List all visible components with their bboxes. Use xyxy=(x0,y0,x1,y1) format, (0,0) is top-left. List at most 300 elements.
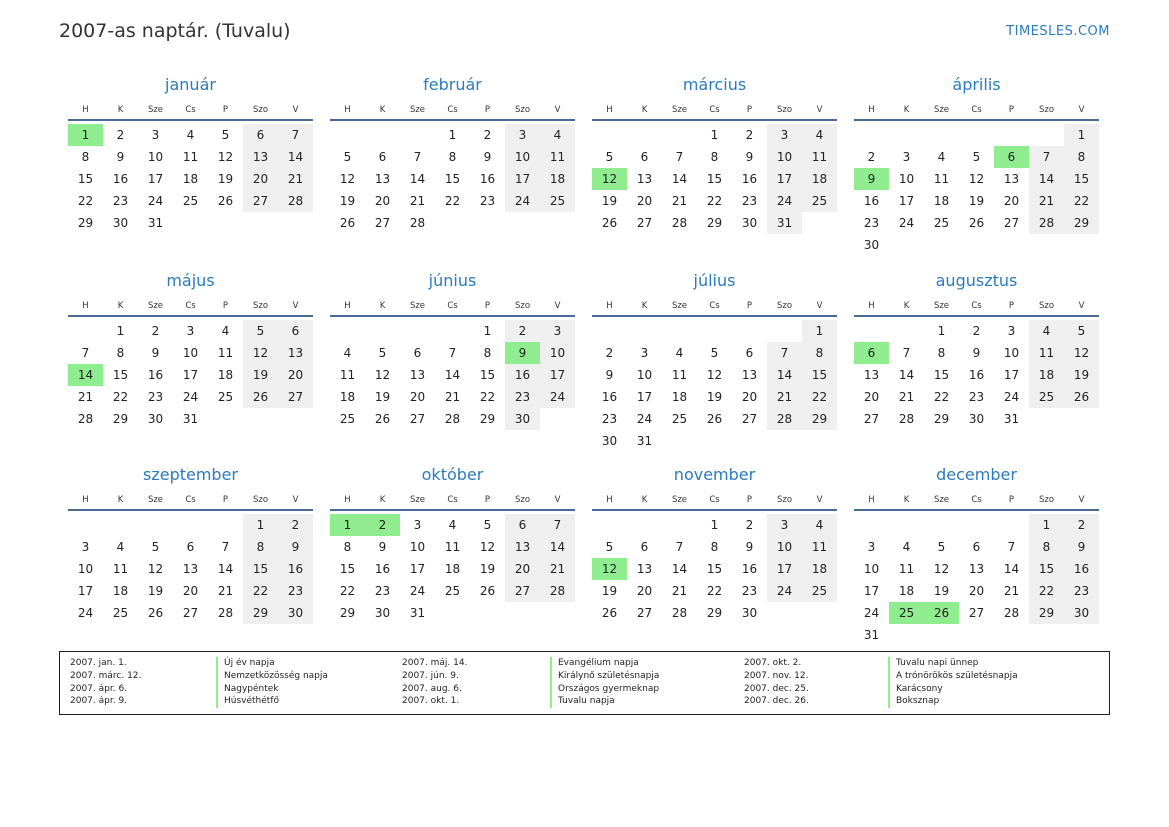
week-row xyxy=(330,602,575,624)
day-cell: 5 xyxy=(151,540,160,554)
empty-cell xyxy=(505,602,540,624)
weekday-label: Cs xyxy=(971,301,982,311)
weekday-label: Szo xyxy=(776,495,793,505)
weekend-cell: 1 xyxy=(802,320,837,342)
day-cell: 25 xyxy=(671,412,688,426)
weekday-header xyxy=(68,298,313,314)
empty-cell xyxy=(400,124,435,146)
empty-cell xyxy=(68,514,103,536)
day-cell: 15 xyxy=(706,172,723,186)
day-cell: 22 xyxy=(444,194,461,208)
empty-cell xyxy=(330,124,365,146)
weekend-cell: 7 xyxy=(278,124,313,146)
legend-date-column xyxy=(70,657,141,708)
empty-cell xyxy=(435,212,470,234)
day-cell: 4 xyxy=(937,150,946,164)
weekend-cell: 8 xyxy=(243,536,278,558)
week-row xyxy=(68,364,313,386)
day-cell: 12 xyxy=(374,368,391,382)
weekday-label: Cs xyxy=(447,495,458,505)
month-6 xyxy=(330,270,575,430)
day-cell: 2 xyxy=(867,150,876,164)
weekday-label: Sze xyxy=(671,301,688,311)
day-cell: 27 xyxy=(374,216,391,230)
day-cell: 7 xyxy=(81,346,90,360)
day-cell: 12 xyxy=(339,172,356,186)
empty-cell xyxy=(330,320,365,342)
week-row xyxy=(330,364,575,386)
holiday-cell: 6 xyxy=(994,146,1029,168)
weekend-cell: 2 xyxy=(278,514,313,536)
day-cell: 13 xyxy=(1003,172,1020,186)
week-row xyxy=(68,536,313,558)
header-rule xyxy=(68,315,313,317)
day-cell: 3 xyxy=(640,346,649,360)
day-cell: 7 xyxy=(1007,540,1016,554)
weekday-label: H xyxy=(82,495,89,505)
empty-cell xyxy=(994,124,1029,146)
empty-cell xyxy=(627,124,662,146)
day-cell: 1 xyxy=(448,128,457,142)
day-cell: 21 xyxy=(217,584,234,598)
day-cell: 13 xyxy=(182,562,199,576)
weekday-label: H xyxy=(868,301,875,311)
weekend-cell: 13 xyxy=(278,342,313,364)
day-cell: 16 xyxy=(479,172,496,186)
week-row xyxy=(854,320,1099,342)
weekday-header xyxy=(68,492,313,508)
week-row xyxy=(330,342,575,364)
weekday-header xyxy=(854,102,1099,118)
legend-holiday-name: Karácsony xyxy=(888,683,1018,696)
day-cell: 21 xyxy=(444,390,461,404)
empty-cell xyxy=(924,624,959,646)
empty-cell xyxy=(278,212,313,234)
legend-holiday-name: Tuvalu napja xyxy=(550,695,659,708)
weekend-cell: 19 xyxy=(243,364,278,386)
empty-cell xyxy=(1064,624,1099,646)
month-7 xyxy=(592,270,837,452)
weekend-cell: 17 xyxy=(505,168,540,190)
header-rule xyxy=(592,315,837,317)
day-cell: 13 xyxy=(636,172,653,186)
day-cell: 4 xyxy=(186,128,195,142)
weekend-cell: 13 xyxy=(505,536,540,558)
day-cell: 5 xyxy=(483,518,492,532)
day-cell: 2 xyxy=(116,128,125,142)
day-cell: 8 xyxy=(343,540,352,554)
legend-date: 2007. jún. 9. xyxy=(402,670,459,681)
day-cell: 22 xyxy=(706,584,723,598)
day-cell: 18 xyxy=(444,562,461,576)
weekday-label: V xyxy=(292,495,299,505)
weekend-cell: 23 xyxy=(505,386,540,408)
weekday-label: Szo xyxy=(252,495,269,505)
weekday-label: H xyxy=(868,495,875,505)
empty-cell xyxy=(243,212,278,234)
weekday-label: Sze xyxy=(147,495,164,505)
day-cell: 7 xyxy=(413,150,422,164)
day-cell: 3 xyxy=(867,540,876,554)
weekend-cell: 22 xyxy=(802,386,837,408)
day-cell: 23 xyxy=(741,584,758,598)
day-cell: 19 xyxy=(479,562,496,576)
day-cell: 28 xyxy=(444,412,461,426)
empty-cell xyxy=(540,602,575,624)
weekday-header xyxy=(330,102,575,118)
day-cell: 12 xyxy=(933,562,950,576)
day-cell: 29 xyxy=(933,412,950,426)
weekday-label: Sze xyxy=(933,301,950,311)
legend-date: 2007. dec. 26. xyxy=(744,696,809,707)
weekday-label: H xyxy=(606,495,613,505)
day-cell: 1 xyxy=(710,518,719,532)
weekday-label: Sze xyxy=(671,495,688,505)
empty-cell xyxy=(767,320,802,342)
day-cell: 18 xyxy=(671,390,688,404)
day-cell: 22 xyxy=(706,194,723,208)
month-title: augusztus xyxy=(935,271,1018,290)
weekday-label: Szo xyxy=(776,301,793,311)
day-cell: 25 xyxy=(112,606,129,620)
day-cell: 20 xyxy=(636,194,653,208)
header-rule xyxy=(68,509,313,511)
week-row xyxy=(592,514,837,536)
legend-date: 2007. ápr. 9. xyxy=(70,696,128,707)
weekday-label: Cs xyxy=(971,495,982,505)
empty-cell xyxy=(889,320,924,342)
weekend-cell: 22 xyxy=(1029,580,1064,602)
day-cell: 31 xyxy=(636,434,653,448)
day-cell: 15 xyxy=(933,368,950,382)
empty-cell xyxy=(208,212,243,234)
day-cell: 18 xyxy=(112,584,129,598)
empty-cell xyxy=(540,212,575,234)
legend-date: 2007. nov. 12. xyxy=(744,670,809,681)
weekday-label: P xyxy=(484,301,491,311)
weekend-cell: 7 xyxy=(1029,146,1064,168)
day-cell: 24 xyxy=(182,390,199,404)
day-cell: 21 xyxy=(671,194,688,208)
week-row xyxy=(592,386,837,408)
day-cell: 13 xyxy=(374,172,391,186)
empty-cell xyxy=(994,234,1029,256)
week-row xyxy=(592,212,837,234)
day-cell: 26 xyxy=(339,216,356,230)
weekend-cell: 26 xyxy=(1064,386,1099,408)
day-cell: 31 xyxy=(863,628,880,642)
day-cell: 26 xyxy=(706,412,723,426)
weekend-cell: 9 xyxy=(278,536,313,558)
legend-date: 2007. jan. 1. xyxy=(70,658,127,668)
day-cell: 29 xyxy=(77,216,94,230)
weekday-label: Szo xyxy=(252,105,269,115)
day-cell: 9 xyxy=(745,150,754,164)
weekend-cell: 21 xyxy=(278,168,313,190)
day-cell: 3 xyxy=(81,540,90,554)
day-cell: 9 xyxy=(972,346,981,360)
day-cell: 28 xyxy=(671,606,688,620)
month-title: december xyxy=(936,465,1017,484)
weekend-cell: 17 xyxy=(540,364,575,386)
weekday-label: Sze xyxy=(409,105,426,115)
weekend-cell: 11 xyxy=(802,536,837,558)
day-cell: 12 xyxy=(147,562,164,576)
weekday-label: K xyxy=(117,301,124,311)
month-4 xyxy=(854,74,1099,256)
week-row xyxy=(592,408,837,430)
holiday-cell: 12 xyxy=(592,558,627,580)
month-11 xyxy=(592,464,837,624)
empty-cell xyxy=(959,624,994,646)
month-10 xyxy=(330,464,575,624)
day-cell: 11 xyxy=(217,346,234,360)
week-row xyxy=(330,146,575,168)
week-row xyxy=(68,558,313,580)
weekday-label: P xyxy=(746,301,753,311)
day-cell: 17 xyxy=(182,368,199,382)
weekday-label: K xyxy=(641,105,648,115)
weekend-cell: 6 xyxy=(243,124,278,146)
day-cell: 21 xyxy=(409,194,426,208)
weekend-cell: 22 xyxy=(1064,190,1099,212)
header-rule xyxy=(68,119,313,121)
empty-cell xyxy=(1029,124,1064,146)
day-cell: 17 xyxy=(863,584,880,598)
legend-holiday-name: Nagypéntek xyxy=(216,683,328,696)
day-cell: 7 xyxy=(221,540,230,554)
weekday-header xyxy=(330,298,575,314)
day-cell: 17 xyxy=(77,584,94,598)
weekday-label: Szo xyxy=(1038,105,1055,115)
week-row xyxy=(68,602,313,624)
month-9 xyxy=(68,464,313,624)
weekend-cell: 30 xyxy=(278,602,313,624)
weekend-cell: 20 xyxy=(505,558,540,580)
empty-cell xyxy=(662,514,697,536)
day-cell: 7 xyxy=(675,540,684,554)
day-cell: 21 xyxy=(77,390,94,404)
day-cell: 15 xyxy=(112,368,129,382)
day-cell: 1 xyxy=(116,324,125,338)
weekend-cell: 14 xyxy=(767,364,802,386)
legend-holiday-name: Királynő születésnapja xyxy=(550,670,659,683)
day-cell: 30 xyxy=(374,606,391,620)
day-cell: 23 xyxy=(112,194,129,208)
day-cell: 5 xyxy=(710,346,719,360)
day-cell: 23 xyxy=(479,194,496,208)
legend-date: 2007. máj. 14. xyxy=(402,658,468,668)
weekday-label: V xyxy=(292,105,299,115)
weekday-label: K xyxy=(379,301,386,311)
weekend-cell: 9 xyxy=(1064,536,1099,558)
day-cell: 22 xyxy=(933,390,950,404)
day-cell: 30 xyxy=(863,238,880,252)
weekend-cell: 15 xyxy=(243,558,278,580)
month-title: szeptember xyxy=(142,465,238,484)
day-cell: 27 xyxy=(968,606,985,620)
day-cell: 17 xyxy=(147,172,164,186)
day-cell: 17 xyxy=(898,194,915,208)
day-cell: 6 xyxy=(186,540,195,554)
weekend-cell: 16 xyxy=(1064,558,1099,580)
empty-cell xyxy=(68,320,103,342)
day-cell: 11 xyxy=(898,562,915,576)
day-cell: 29 xyxy=(479,412,496,426)
legend-holiday-name: Húsvéthétfő xyxy=(216,695,328,708)
day-cell: 15 xyxy=(706,562,723,576)
day-cell: 19 xyxy=(601,584,618,598)
day-cell: 8 xyxy=(448,150,457,164)
day-cell: 28 xyxy=(409,216,426,230)
day-cell: 2 xyxy=(745,518,754,532)
empty-cell xyxy=(138,514,173,536)
day-cell: 9 xyxy=(151,346,160,360)
weekend-cell: 1 xyxy=(1029,514,1064,536)
empty-cell xyxy=(802,430,837,452)
week-row xyxy=(330,408,575,430)
day-cell: 7 xyxy=(675,150,684,164)
week-row xyxy=(68,580,313,602)
weekday-label: P xyxy=(222,105,229,115)
weekday-label: K xyxy=(379,105,386,115)
day-cell: 10 xyxy=(77,562,94,576)
legend-holiday-name: Nemzetközösség napja xyxy=(216,670,328,683)
day-cell: 9 xyxy=(605,368,614,382)
week-row xyxy=(854,342,1099,364)
day-cell: 20 xyxy=(863,390,880,404)
weekday-header xyxy=(592,102,837,118)
empty-cell xyxy=(854,124,889,146)
week-row xyxy=(330,536,575,558)
day-cell: 16 xyxy=(741,172,758,186)
day-cell: 12 xyxy=(968,172,985,186)
day-cell: 11 xyxy=(444,540,461,554)
legend-holiday-name: Új év napja xyxy=(216,657,328,670)
day-cell: 4 xyxy=(221,324,230,338)
day-cell: 31 xyxy=(182,412,199,426)
day-cell: 19 xyxy=(601,194,618,208)
week-row xyxy=(68,124,313,146)
weekday-label: P xyxy=(222,301,229,311)
weekday-header xyxy=(592,492,837,508)
week-row xyxy=(330,580,575,602)
legend-date: 2007. okt. 2. xyxy=(744,658,802,668)
weekend-cell: 21 xyxy=(1029,190,1064,212)
holiday-cell: 25 xyxy=(889,602,924,624)
empty-cell xyxy=(400,320,435,342)
holiday-cell: 2 xyxy=(365,514,400,536)
weekend-cell: 7 xyxy=(767,342,802,364)
day-cell: 18 xyxy=(217,368,234,382)
weekend-cell: 16 xyxy=(278,558,313,580)
day-cell: 5 xyxy=(221,128,230,142)
day-cell: 11 xyxy=(182,150,199,164)
weekend-cell: 3 xyxy=(767,124,802,146)
week-row xyxy=(330,386,575,408)
month-title: február xyxy=(423,75,482,94)
empty-cell xyxy=(592,320,627,342)
weekday-label: H xyxy=(344,105,351,115)
weekday-header xyxy=(68,102,313,118)
holiday-cell: 9 xyxy=(505,342,540,364)
brand-link[interactable]: TIMESLES.COM xyxy=(1006,24,1110,39)
day-cell: 28 xyxy=(1003,606,1020,620)
weekend-cell: 10 xyxy=(767,146,802,168)
header-rule xyxy=(854,509,1099,511)
day-cell: 21 xyxy=(1003,584,1020,598)
weekend-cell: 8 xyxy=(1064,146,1099,168)
weekday-label: V xyxy=(816,301,823,311)
day-cell: 16 xyxy=(741,562,758,576)
day-cell: 17 xyxy=(409,562,426,576)
weekend-cell: 13 xyxy=(243,146,278,168)
day-cell: 10 xyxy=(863,562,880,576)
day-cell: 29 xyxy=(706,216,723,230)
day-cell: 19 xyxy=(933,584,950,598)
day-cell: 3 xyxy=(1007,324,1016,338)
weekday-label: V xyxy=(554,495,561,505)
weekday-label: K xyxy=(903,105,910,115)
empty-cell xyxy=(662,320,697,342)
day-cell: 26 xyxy=(374,412,391,426)
weekday-label: H xyxy=(606,301,613,311)
day-cell: 19 xyxy=(339,194,356,208)
legend-date: 2007. ápr. 6. xyxy=(70,683,128,694)
weekend-cell: 29 xyxy=(1029,602,1064,624)
day-cell: 19 xyxy=(968,194,985,208)
week-row xyxy=(592,364,837,386)
empty-cell xyxy=(802,602,837,624)
day-cell: 7 xyxy=(448,346,457,360)
week-row xyxy=(68,514,313,536)
legend-date-column xyxy=(402,657,467,708)
weekend-cell: 29 xyxy=(802,408,837,430)
weekday-label: Szo xyxy=(514,105,531,115)
weekday-label: H xyxy=(344,495,351,505)
weekday-label: Cs xyxy=(709,105,720,115)
weekday-label: Cs xyxy=(185,301,196,311)
day-cell: 13 xyxy=(741,368,758,382)
day-cell: 16 xyxy=(147,368,164,382)
day-cell: 27 xyxy=(741,412,758,426)
empty-cell xyxy=(994,514,1029,536)
day-cell: 2 xyxy=(745,128,754,142)
day-cell: 20 xyxy=(1003,194,1020,208)
weekday-label: K xyxy=(379,495,386,505)
day-cell: 23 xyxy=(147,390,164,404)
day-cell: 23 xyxy=(968,390,985,404)
day-cell: 26 xyxy=(601,606,618,620)
week-row xyxy=(68,408,313,430)
month-3 xyxy=(592,74,837,234)
weekday-label: P xyxy=(1008,495,1015,505)
day-cell: 28 xyxy=(217,606,234,620)
day-cell: 22 xyxy=(112,390,129,404)
month-title: április xyxy=(952,75,1001,94)
day-cell: 10 xyxy=(1003,346,1020,360)
day-cell: 22 xyxy=(479,390,496,404)
day-cell: 20 xyxy=(374,194,391,208)
month-2 xyxy=(330,74,575,234)
day-cell: 20 xyxy=(409,390,426,404)
weekday-label: V xyxy=(554,105,561,115)
weekend-cell: 5 xyxy=(1064,320,1099,342)
weekend-cell: 28 xyxy=(767,408,802,430)
weekend-cell: 20 xyxy=(278,364,313,386)
week-row xyxy=(854,580,1099,602)
day-cell: 14 xyxy=(444,368,461,382)
